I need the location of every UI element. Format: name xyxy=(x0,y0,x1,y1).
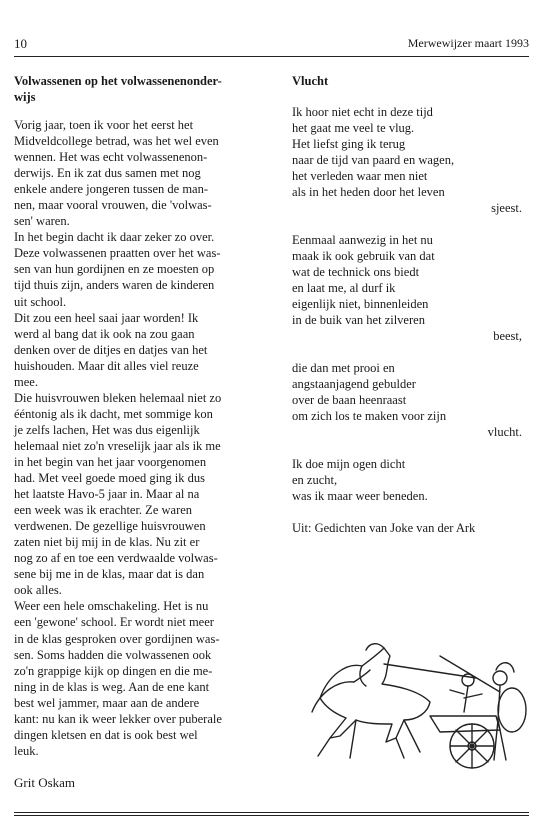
article-line: dingen kletsen en dat is ook best wel xyxy=(14,727,198,742)
page-header xyxy=(14,36,529,52)
article-line: Dit zou een heel saai jaar worden! Ik xyxy=(14,310,199,325)
poem-line: en zucht, xyxy=(292,473,338,487)
article-line: nog zo af en toe een verdwaalde volwas- xyxy=(14,551,218,566)
article-line: derwijs. En ik zat dus samen met nog xyxy=(14,166,201,181)
poem-source: Uit: Gedichten van Joke van der Ark xyxy=(292,521,476,535)
article-title-line: Volwassenen op het volwassenenonder- xyxy=(14,74,222,88)
article-line: uit school. xyxy=(14,294,67,309)
article-line: ning in de klas is weg. Aan de ene kant xyxy=(14,679,210,694)
article-line: nen, maar vooral vrouwen, die 'volwas- xyxy=(14,198,212,213)
poem-line: beest, xyxy=(493,329,522,343)
article-paragraph xyxy=(14,390,276,599)
article-line: verdwenen. De gezellige huisvrouwen xyxy=(14,519,206,534)
article-line: het laatste Havo-5 jaar in. Maar al na xyxy=(14,487,200,502)
article-line: sen. Soms hadden die volwassenen ook xyxy=(14,647,212,662)
article-line: zo'n grappige kijk op dingen en die me- xyxy=(14,663,213,678)
article-line: je zelfs lachen, Het was dus eigenlijk xyxy=(14,422,200,437)
article-title-line: wijs xyxy=(14,90,36,104)
poem-stanza xyxy=(292,456,522,504)
poem-line: sjeest. xyxy=(491,201,522,215)
poem-line: vlucht. xyxy=(487,425,522,439)
article-line: Midveldcollege betrad, was het wel even xyxy=(14,134,219,149)
article-line: had. Met veel goede moed ging ik dus xyxy=(14,471,205,486)
article-line: In het begin dacht ik daar zeker zo over. xyxy=(14,230,215,245)
poem-line: naar de tijd van paard en wagen, xyxy=(292,153,455,167)
poem-column xyxy=(292,73,522,536)
poem-line: Ik doe mijn ogen dicht xyxy=(292,457,406,471)
poem-line: Het liefst ging ik terug xyxy=(292,137,406,151)
page-number: 10 xyxy=(14,36,27,51)
poem-line: om zich los te maken voor zijn xyxy=(292,409,447,423)
poem-stanza xyxy=(292,104,522,216)
publication-title: Merwewijzer maart 1993 xyxy=(407,36,529,50)
article-body xyxy=(14,117,276,759)
header-rule xyxy=(14,56,529,57)
article-line: een week was ik erachter. Ze waren xyxy=(14,503,193,518)
article-paragraph xyxy=(14,117,276,229)
article-line: een 'gewone' school. Er wordt niet meer xyxy=(14,615,214,630)
article-line: denken over de ditjes en datjes van het xyxy=(14,342,208,357)
poem-line: die dan met prooi en xyxy=(292,361,395,375)
article-line: helemaal niet zo'n vreselijk jaar als ik me xyxy=(14,438,221,453)
article-line: best wel jammer, maar aan de andere xyxy=(14,695,200,710)
article-line: huishouden. Maar dit alles viel reuze xyxy=(14,358,199,373)
article-line: wennen. Het was echt volwassenenon- xyxy=(14,150,208,165)
article-line: Weer een hele omschakeling. Het is nu xyxy=(14,599,209,614)
poem-line: als in het heden door het leven xyxy=(292,185,445,199)
article-line: in de klas gesproken over gordijnen was- xyxy=(14,631,220,646)
article-line: ook alles. xyxy=(14,583,62,598)
poem-stanza xyxy=(292,360,522,440)
article-column xyxy=(14,73,276,759)
article-line: werd al bang dat ik ook na zou gaan xyxy=(14,326,195,341)
article-paragraph xyxy=(14,598,276,758)
poem-line: het gaat me veel te vlug. xyxy=(292,121,415,135)
article-paragraph xyxy=(14,310,276,390)
article-line: sen' waren. xyxy=(14,214,70,229)
article-line: kant: nu kan ik weer lekker over puberale xyxy=(14,711,222,726)
article-line: Die huisvrouwen bleken helemaal niet zo xyxy=(14,390,222,405)
poem-line: in de buik van het zilveren xyxy=(292,313,425,327)
poem-body xyxy=(292,104,522,504)
article-line: in het begin van het jaar voorgenomen xyxy=(14,454,207,469)
poem-line: het verleden waar men niet xyxy=(292,169,428,183)
article-line: leuk. xyxy=(14,743,39,758)
article-author: Grit Oskam xyxy=(14,775,76,790)
poem-line: en laat me, al durf ik xyxy=(292,281,396,295)
article-paragraph xyxy=(14,229,276,309)
article-line: sen van hun gordijnen en ze moesten op xyxy=(14,262,215,277)
chariot-illustration-icon xyxy=(300,620,530,780)
poem-title: Vlucht xyxy=(292,74,329,88)
footer-rule xyxy=(14,815,529,816)
poem-line: angstaanjagend gebulder xyxy=(292,377,416,391)
poem-line: eigenlijk niet, binnenleiden xyxy=(292,297,429,311)
article-line: ééntonig als ik dacht, met sommige kon xyxy=(14,406,213,421)
poem-line: was ik maar weer beneden. xyxy=(292,489,428,503)
article-line: Vorig jaar, toen ik voor het eerst het xyxy=(14,118,194,132)
footer-rule xyxy=(14,812,529,813)
poem-line: Eenmaal aanwezig in het nu xyxy=(292,233,433,247)
article-line: zaten niet bij mij in de klas. Nu zit er xyxy=(14,535,200,550)
poem-line: maak ik ook gebruik van dat xyxy=(292,249,435,263)
poem-line: Ik hoor niet echt in deze tijd xyxy=(292,105,433,119)
article-title xyxy=(14,73,276,105)
poem-line: wat de technick ons biedt xyxy=(292,265,420,279)
article-line: Deze volwassenen praatten over het was- xyxy=(14,246,221,261)
poem-line: over de baan heenraast xyxy=(292,393,407,407)
article-line: mee. xyxy=(14,374,38,389)
article-line: sene bij me in de klas, maar dat is dan xyxy=(14,567,205,582)
article-line: tijd thuis zijn, anders waren de kinderen xyxy=(14,278,215,293)
article-line: enkele andere jongeren tussen de man- xyxy=(14,182,209,197)
poem-stanza xyxy=(292,232,522,344)
